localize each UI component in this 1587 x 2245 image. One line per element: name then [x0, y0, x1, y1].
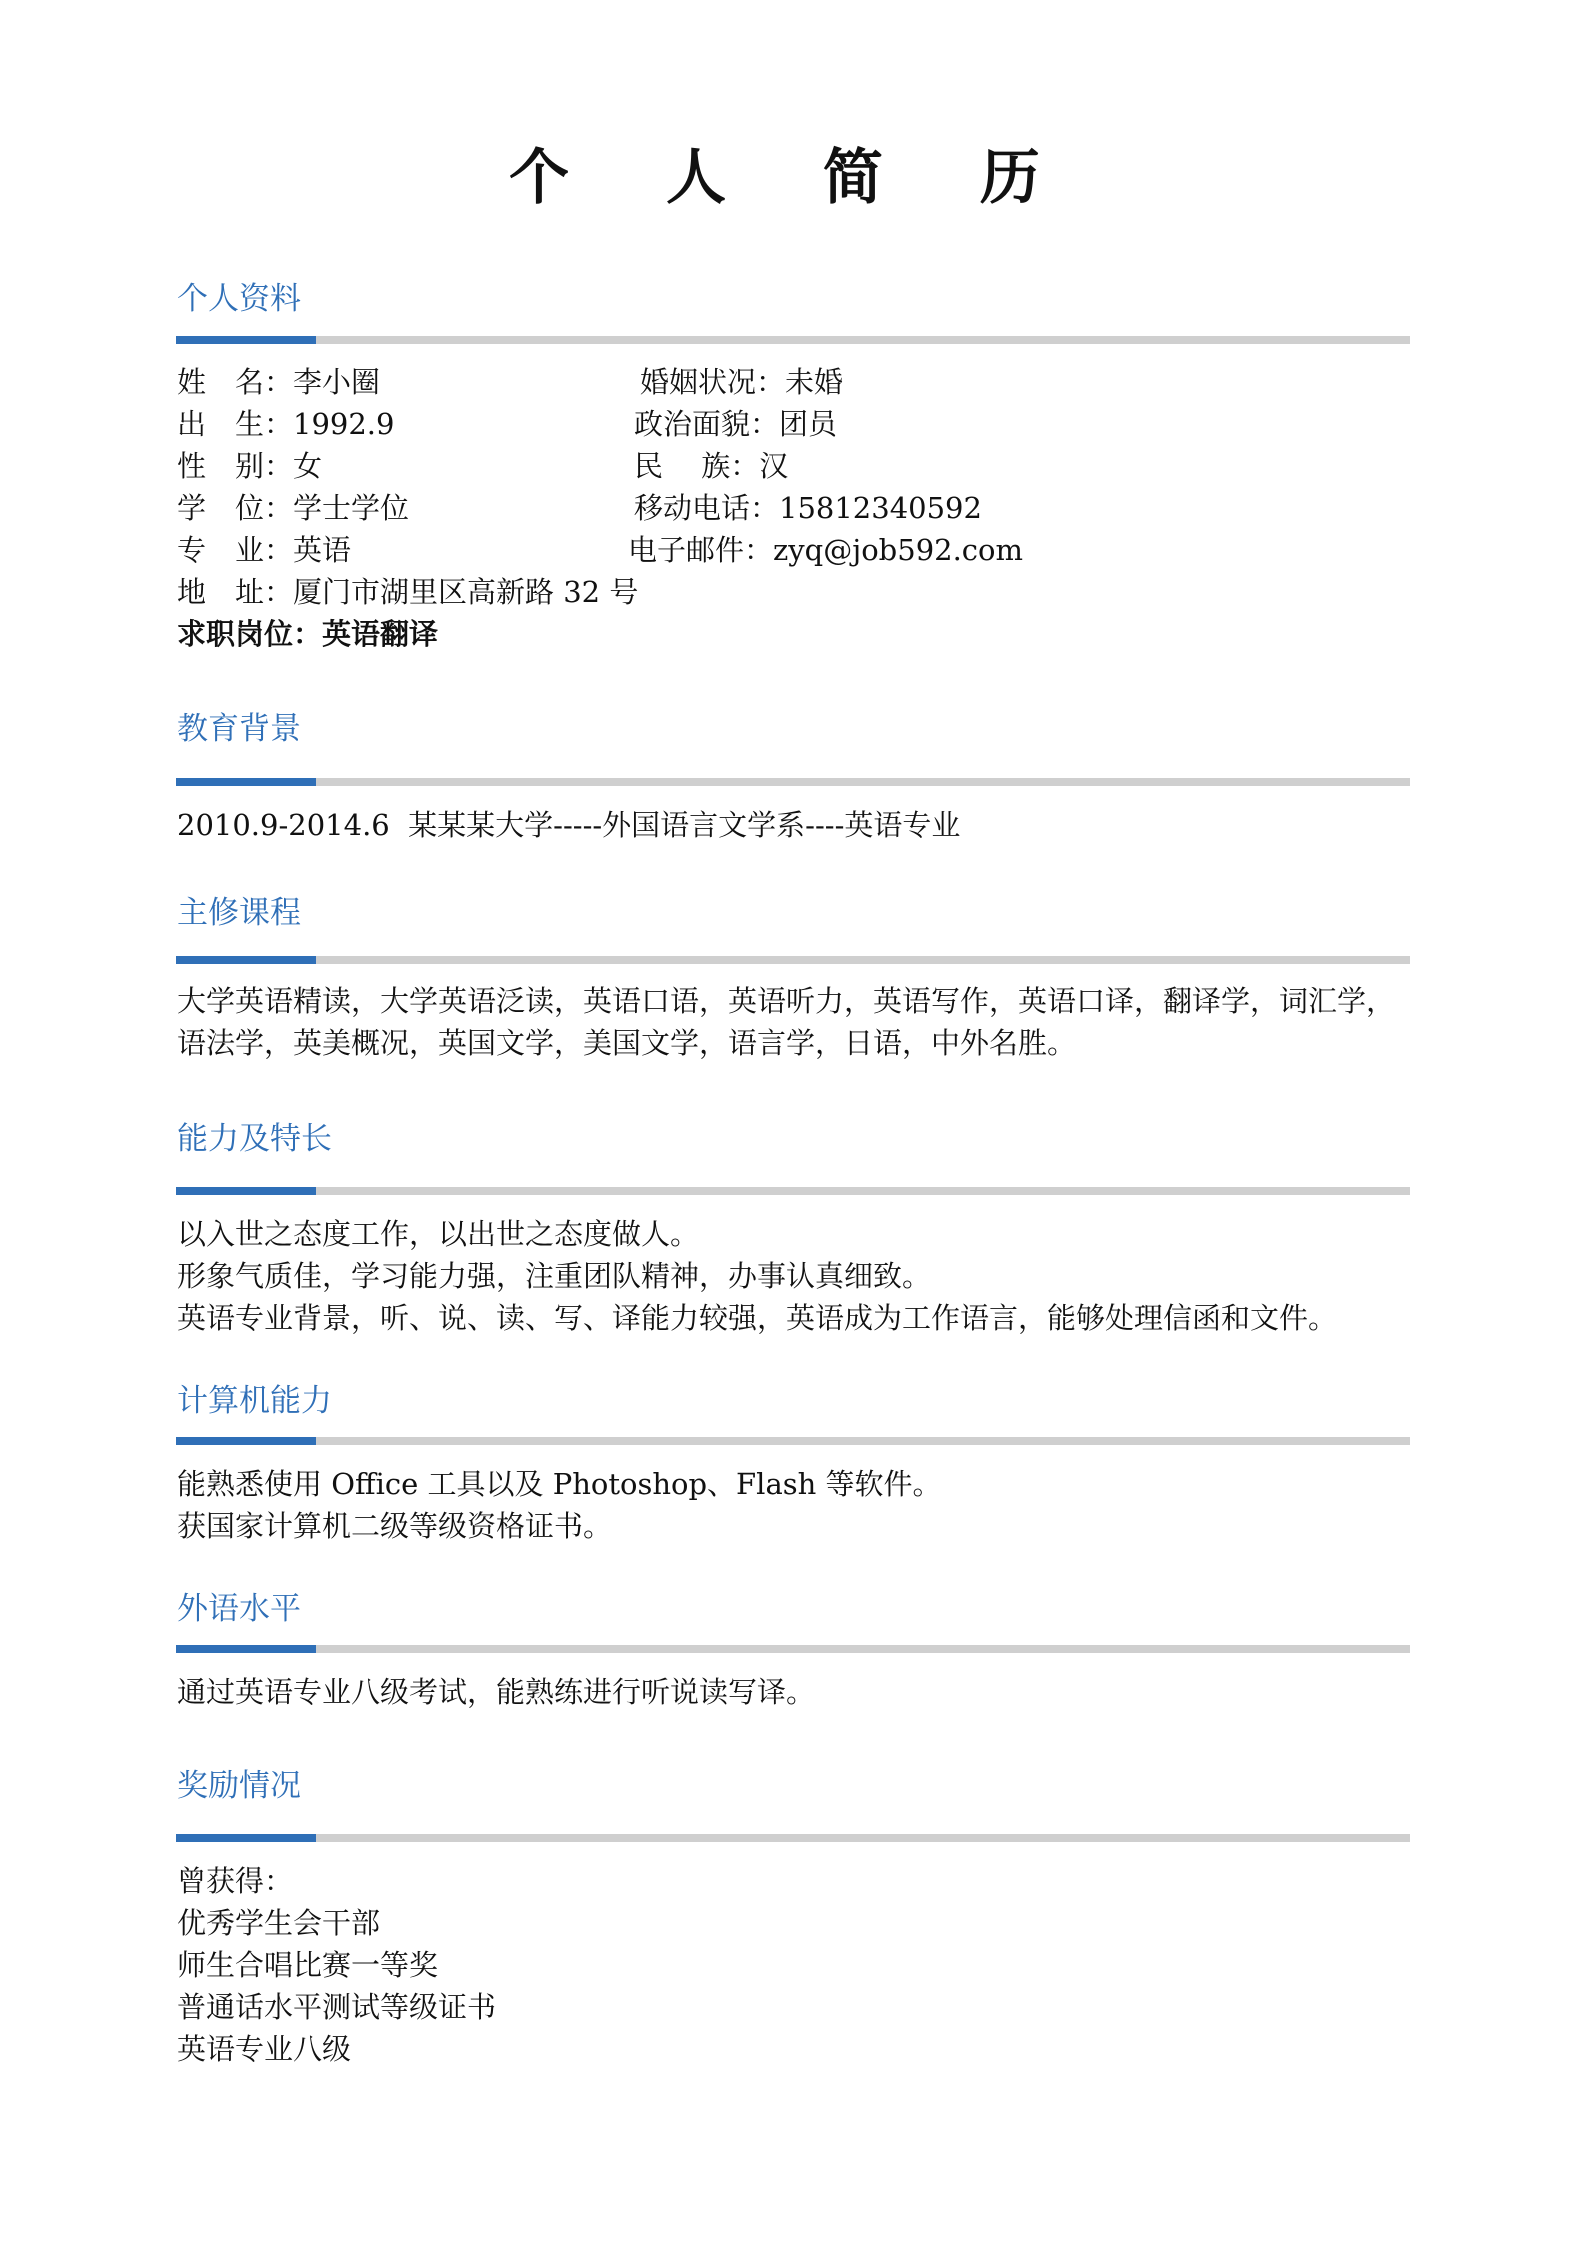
page-title: 个 人 简 历 — [509, 143, 1078, 213]
ability-line: 形象气质佳，学习能力强，注重团队精神，办事认真细致。 — [177, 1259, 932, 1293]
education-entry: 2010.9-2014.6 某某某大学-----外国语言文学系----英语专业 — [177, 808, 961, 842]
section-rule — [176, 336, 1410, 344]
section-rule-accent — [176, 1437, 316, 1445]
award-line: 英语专业八级 — [177, 2032, 352, 2066]
award-line: 曾获得： — [177, 1864, 294, 1898]
field-political: 政治面貌：团员 — [634, 407, 838, 441]
section-rule — [176, 778, 1410, 786]
section-heading-awards: 奖励情况 — [177, 1768, 301, 1804]
field-gender: 性 别：女 — [177, 449, 323, 483]
section-rule — [176, 956, 1410, 964]
field-target-position: 求职岗位：英语翻译 — [177, 617, 439, 651]
award-line: 优秀学生会干部 — [177, 1906, 381, 1940]
ability-line: 英语专业背景，听、说、读、写、译能力较强，英语成为工作语言，能够处理信函和文件。 — [177, 1301, 1338, 1335]
section-rule-accent — [176, 1834, 316, 1842]
section-rule-accent — [176, 336, 316, 344]
award-line: 普通话水平测试等级证书 — [177, 1990, 497, 2024]
section-heading-language: 外语水平 — [177, 1591, 301, 1627]
field-ethnicity: 民 族：汉 — [634, 449, 789, 483]
section-rule-accent — [176, 778, 316, 786]
field-birth: 出 生：1992.9 — [177, 407, 395, 441]
field-marital: 婚姻状况：未婚 — [640, 365, 844, 399]
section-heading-education: 教育背景 — [177, 711, 301, 747]
section-rule — [176, 1834, 1410, 1842]
section-heading-abilities: 能力及特长 — [177, 1121, 332, 1157]
field-address: 地 址：厦门市湖里区高新路 32 号 — [177, 575, 639, 609]
field-email: 电子邮件：zyq@job592.com — [628, 533, 1024, 567]
section-rule — [176, 1437, 1410, 1445]
field-phone: 移动电话：15812340592 — [634, 491, 982, 525]
section-rule — [176, 1645, 1410, 1653]
computer-line: 能熟悉使用 Office 工具以及 Photoshop、Flash 等软件。 — [177, 1467, 942, 1501]
section-heading-courses: 主修课程 — [177, 895, 301, 931]
courses-text: 大学英语精读，大学英语泛读，英语口语，英语听力，英语写作，英语口译，翻译学，词汇学，语法学，英美概况，英国文学，美国文学，语言学，日语，中外名胜。 — [177, 984, 1396, 1060]
section-heading-personal: 个人资料 — [177, 281, 301, 317]
section-rule-accent — [176, 1187, 316, 1195]
section-rule-accent — [176, 956, 316, 964]
computer-line: 获国家计算机二级等级资格证书。 — [177, 1509, 613, 1543]
award-line: 师生合唱比赛一等奖 — [177, 1948, 439, 1982]
field-degree: 学 位：学士学位 — [177, 491, 410, 525]
section-rule-accent — [176, 1645, 316, 1653]
language-line: 通过英语专业八级考试，能熟练进行听说读写译。 — [177, 1675, 816, 1709]
section-heading-computer: 计算机能力 — [177, 1383, 332, 1419]
section-rule — [176, 1187, 1410, 1195]
field-major: 专 业：英语 — [177, 533, 352, 567]
ability-line: 以入世之态度工作，以出世之态度做人。 — [177, 1217, 700, 1251]
field-name: 姓 名：李小圈 — [177, 365, 381, 399]
